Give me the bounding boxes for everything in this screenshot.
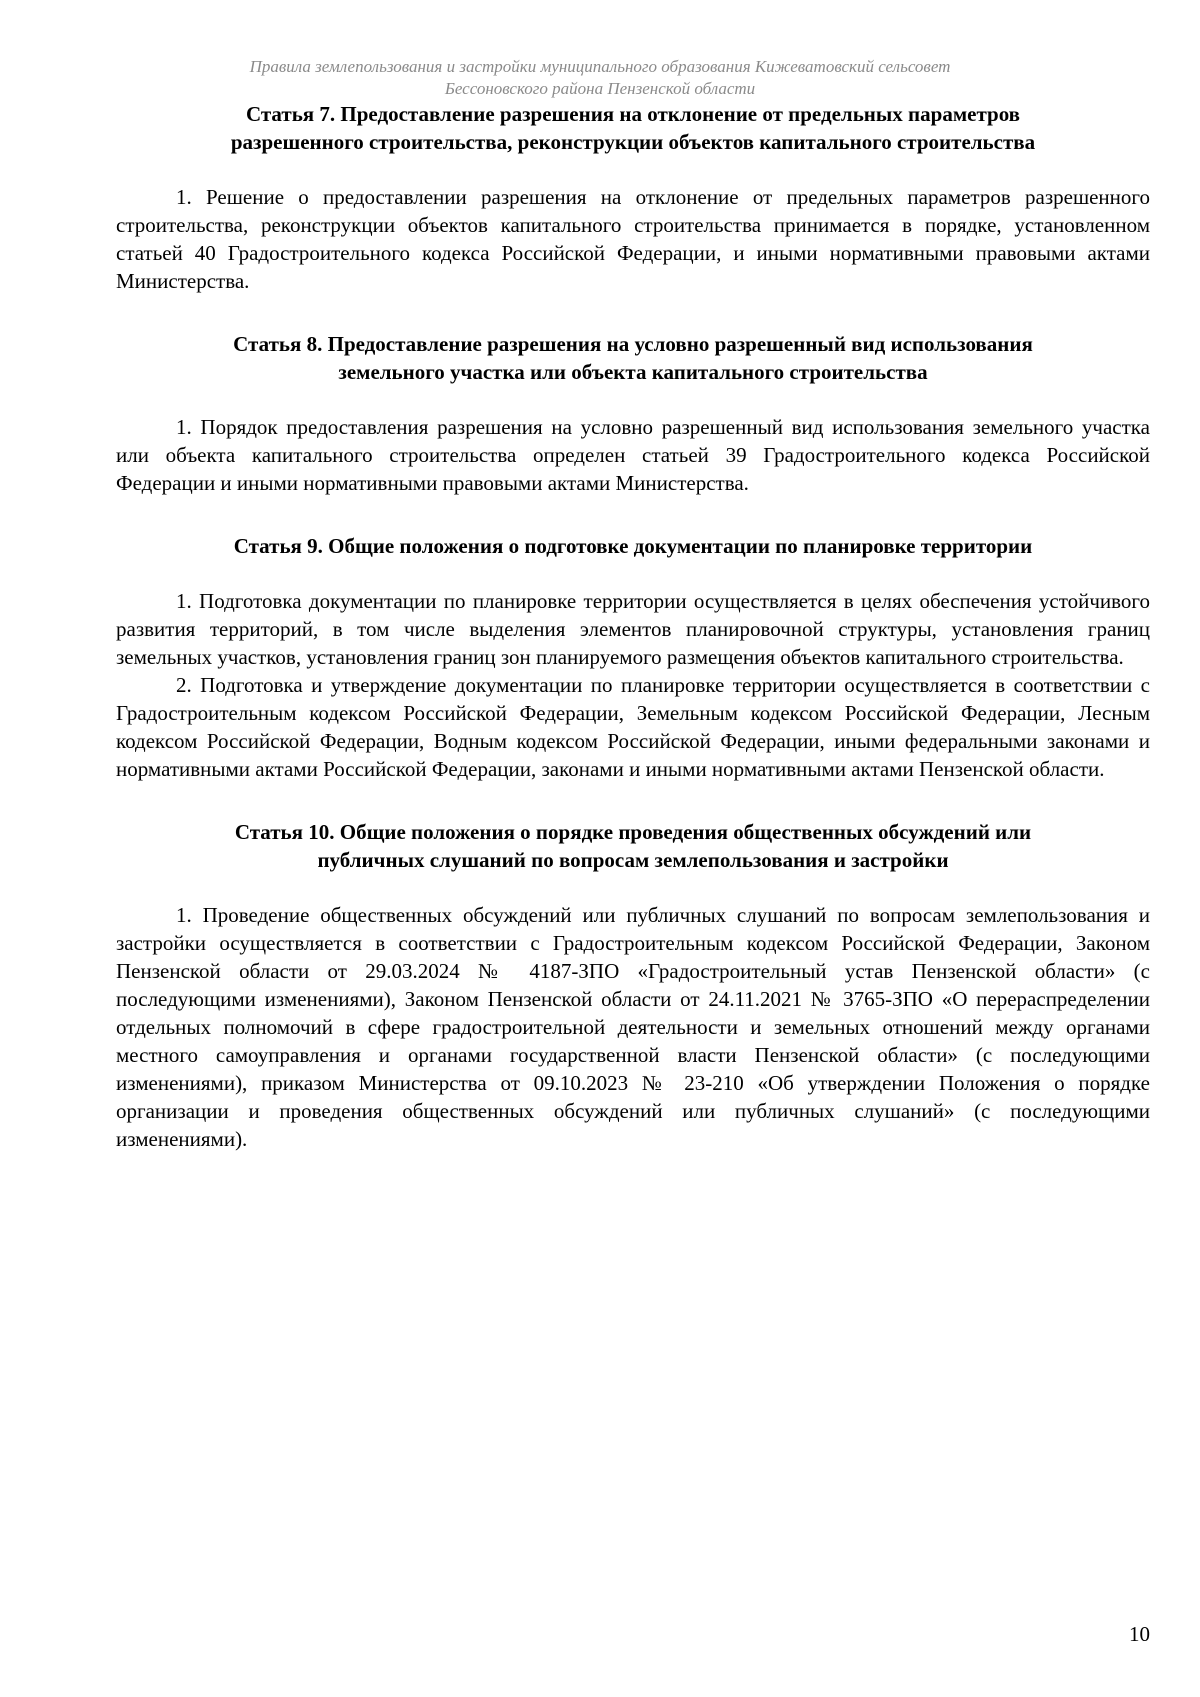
article-title-line-1: Статья 9. Общие положения о подготовке документации по планировке территории [233,534,1033,558]
article-title-line-2: земельного участка или объекта капитального строительства [338,360,928,384]
article-paragraph: 1. Подготовка документации по планировке территории осуществляется в целях обеспечения устойчивого развития территорий, в том числе выделения элементов планировочной структуры, установления границ земельных участков, установления границ зон планируемого размещения объектов капитального строительства. [116,589,1150,669]
document-body [116,100,1150,1153]
running-header [150,56,1050,100]
running-header-line-2: Бессоновского района Пензенской области [444,79,756,98]
page-number: 10 [1129,1622,1150,1646]
article-paragraph: 2. Подготовка и утверждение документации по планировке территории осуществляется в соответствии с Градостроительным кодексом Российской Федерации, Земельным кодексом Российской Федерации, Лесным кодексом Российской Федерации, Водным кодексом Российской Федерации, иными федеральными законами и нормативными актами Российской Федерации, законами и иными нормативными актами Пензенской области. [116,673,1150,781]
article-title [156,532,1110,560]
article-title-line-1: Статья 10. Общие положения о порядке проведения общественных обсуждений или [234,820,1032,844]
article-title [156,818,1110,874]
article-8 [116,330,1150,497]
running-header-line-1: Правила землепользования и застройки муниципального образования Кижеватовский сельсовет [249,57,951,76]
article-title-line-1: Статья 8. Предоставление разрешения на условно разрешенный вид использования [233,332,1033,356]
article-title [156,100,1110,156]
article-title-line-2: разрешенного строительства, реконструкции объектов капитального строительства [230,130,1036,154]
article-10 [116,818,1150,1153]
article-title [156,330,1110,386]
article-paragraph: 1. Проведение общественных обсуждений или публичных слушаний по вопросам землепользования и застройки осуществляется в соответствии с Градостроительным кодексом Российской Федерации, Законом Пензенской области от 29.03.2024 № 4187-ЗПО «Градостроительный устав Пензенской области» (с последующими изменениями), Законом Пензенской области от 24.11.2021 № 3765-ЗПО «О перераспределении отдельных полномочий в сфере градостроительной деятельности и земельных отношений между органами местного самоуправления и органами государственной власти Пензенской области» (с последующими изменениями), приказом Министерства от 09.10.2023 № 23-210 «Об утверждении Положения о порядке организации и проведения общественных обсуждений или публичных слушаний» (с последующими изменениями). [116,903,1150,1151]
article-9 [116,532,1150,783]
article-7 [116,100,1150,295]
article-paragraph: 1. Порядок предоставления разрешения на условно разрешенный вид использования земельного участка или объекта капитального строительства определен статьей 39 Градостроительного кодекса Российской Федерации и иными нормативными правовыми актами Министерства. [116,415,1150,495]
article-title-line-2: публичных слушаний по вопросам землепользования и застройки [317,848,949,872]
article-title-line-1: Статья 7. Предоставление разрешения на отклонение от предельных параметров [245,102,1021,126]
article-paragraph: 1. Решение о предоставлении разрешения на отклонение от предельных параметров разрешенного строительства, реконструкции объектов капитального строительства принимается в порядке, установленном статьей 40 Градостроительного кодекса Российской Федерации, и иными нормативными правовыми актами Министерства. [116,185,1150,293]
